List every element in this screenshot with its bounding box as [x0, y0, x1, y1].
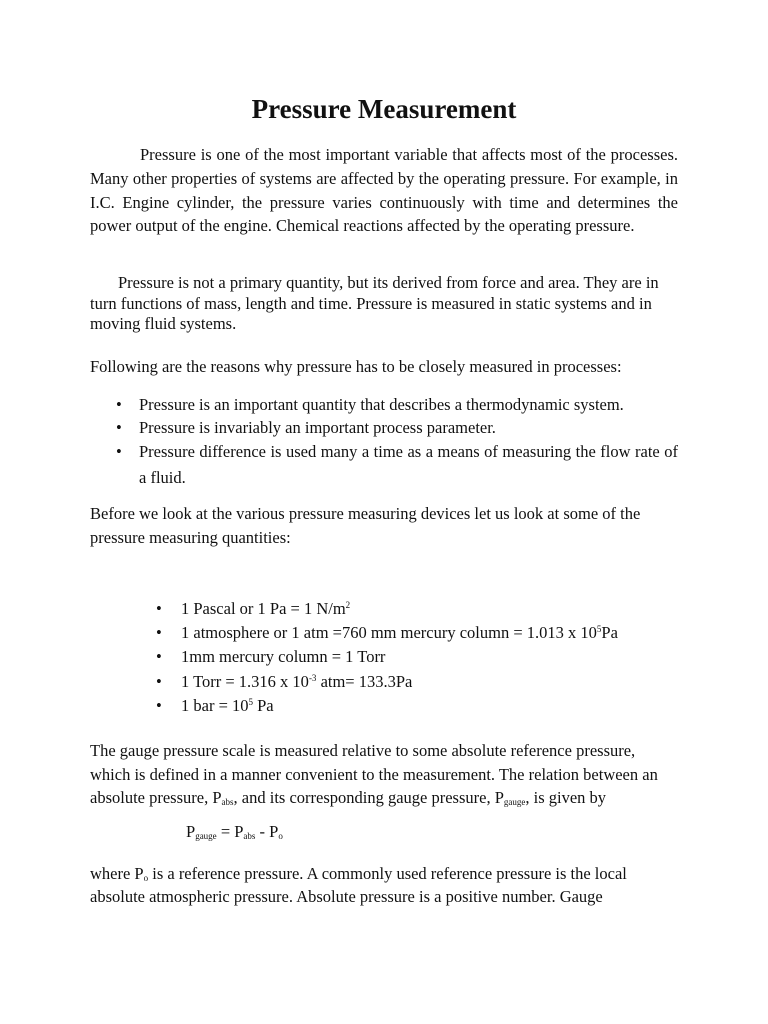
list-item — [90, 439, 678, 491]
text-run: where P — [90, 864, 144, 883]
intro-paragraph: Pressure is one of the most important variable that affects most of the processes. Many other properties of systems are affected by the operating pressure. For example, in I.C. Engine cylinder, the pressure varies continuously with time and determines the power output of the engine. Chemical reactions affected by the operating pressure. — [90, 145, 678, 236]
quantities-intro-paragraph: Before we look at the various pressure measuring devices let us look at some of the pressure measuring quantities: — [90, 504, 641, 547]
reference-pressure-paragraph — [90, 862, 678, 908]
list-item — [132, 621, 672, 645]
list-item-tail: Pa — [601, 623, 618, 643]
subscript: gauge — [195, 831, 217, 841]
text-run: The gauge pressure scale is measured relative to some absolute reference pressure, which is defined in a manner convenient to the measurement. The relation between an absolute pressure, P — [90, 741, 658, 807]
formula-term: = P — [216, 822, 244, 841]
list-item-text: Pressure difference is used many a time as a means of measuring the flow rate of a fluid. — [139, 442, 678, 487]
bullet-icon: • — [116, 418, 122, 437]
list-item-text: Pressure is an important quantity that describes a thermodynamic system. — [139, 395, 624, 414]
list-item — [132, 670, 672, 694]
subscript: o — [143, 873, 149, 883]
bullet-icon: • — [156, 647, 162, 667]
list-item-text: 1 Pascal or 1 Pa = 1 N/m — [181, 599, 346, 618]
list-item-text: Pressure is invariably an important process parameter. — [139, 418, 496, 437]
list-item — [132, 694, 672, 718]
list-item-tail: Pa — [253, 695, 274, 715]
gauge-pressure-formula — [186, 820, 283, 844]
subscript: abs — [221, 797, 234, 807]
superscript: 5 — [596, 624, 602, 635]
list-item-text: 1 atmosphere or 1 atm =760 mm mercury column = 1.013 x 10 — [181, 623, 597, 643]
superscript: 5 — [248, 696, 253, 707]
list-item-text: 1mm mercury column = 1 Torr — [181, 647, 386, 667]
superscript: 2 — [345, 600, 351, 610]
subscript: abs — [243, 831, 256, 841]
superscript: -3 — [308, 672, 317, 683]
list-item-text: 1 Torr = 1.316 x 10 — [181, 671, 309, 691]
subscript: o — [278, 831, 283, 841]
list-item — [90, 416, 678, 439]
text-run: , is given by — [525, 788, 607, 807]
subscript: gauge — [503, 797, 526, 807]
list-item — [132, 597, 672, 621]
formula-term: P — [186, 822, 196, 841]
list-item-tail: atm= 133.3Pa — [316, 671, 413, 691]
bullet-icon: • — [156, 623, 162, 643]
list-item-text: 1 bar = 10 — [181, 695, 249, 715]
reasons-list — [90, 393, 678, 491]
text-run: is a reference pressure. A commonly used reference pressure is the local absolute atmospheric pressure. Absolute pressure is a positive number. Gauge — [90, 864, 627, 906]
page-title: Pressure Measurement — [251, 94, 517, 124]
bullet-icon: • — [116, 442, 122, 461]
gauge-pressure-paragraph — [90, 739, 678, 810]
derived-quantity-paragraph: Pressure is not a primary quantity, but its derived from force and area. They are in turn functions of mass, length and time. Pressure is measured in static systems and in moving fluid systems. — [90, 273, 659, 333]
bullet-icon: • — [116, 395, 122, 414]
text-run: , and its corresponding gauge pressure, P — [233, 788, 504, 807]
list-item — [90, 393, 678, 416]
formula-term: - P — [255, 822, 279, 841]
quantities-list — [132, 597, 672, 718]
bullet-icon: • — [156, 695, 162, 715]
reasons-intro-paragraph: Following are the reasons why pressure has to be closely measured in processes: — [90, 357, 622, 376]
bullet-icon: • — [156, 671, 162, 691]
bullet-icon: • — [156, 599, 162, 618]
list-item — [132, 645, 672, 669]
